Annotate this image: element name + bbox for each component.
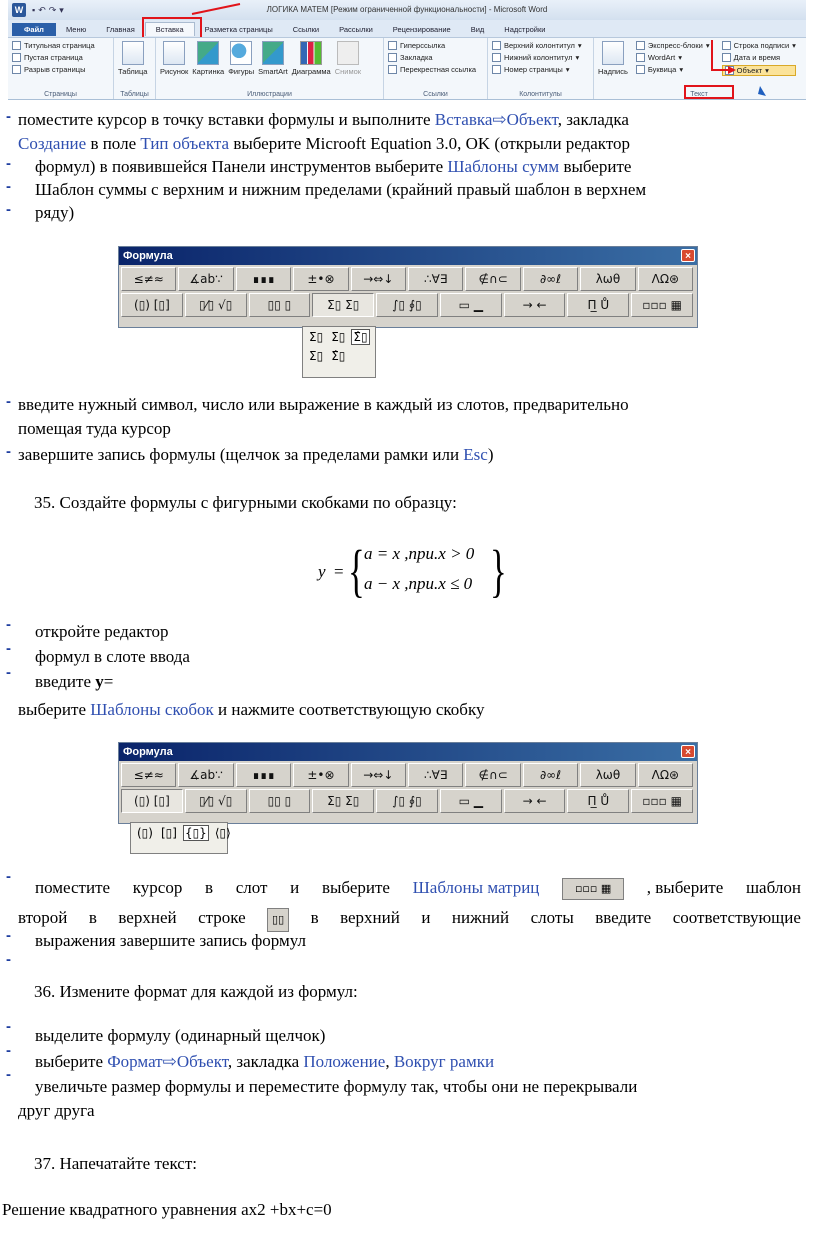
dropcap-label: Буквица — [647, 65, 677, 74]
signature-line-button[interactable]: Строка подписи ▾ — [722, 41, 796, 50]
paragraph-15: выражения завершите запись формул — [35, 931, 307, 950]
p8-text: завершите запись формулы (щелчок за пределами рамки или — [18, 445, 464, 464]
paragraph-11 — [35, 672, 113, 692]
p8-tail: ) — [487, 445, 494, 464]
tab-file[interactable]: Файл — [12, 23, 56, 36]
greek-lower-palette-button[interactable]: λωθ — [580, 763, 635, 787]
date-time-icon — [722, 53, 731, 62]
date-time-button[interactable] — [722, 53, 796, 62]
sum-template[interactable]: Σ▯ — [309, 349, 324, 363]
p17-arrow-icon: ⇨ — [162, 1052, 177, 1071]
heading-36: 36. Измените формат для каждой из формул: — [34, 982, 358, 1001]
screenshot-icon — [337, 41, 359, 65]
toolbar-row-symbols — [119, 265, 697, 291]
sum-template[interactable]: Σ▯ — [331, 330, 346, 344]
sum-template[interactable]: Σ▯ — [309, 330, 324, 344]
bullet-dash-icon: - — [6, 1066, 11, 1083]
bracket-templates-row — [135, 825, 231, 841]
logic-palette-button[interactable]: ∴∀∃ — [408, 267, 463, 291]
paragraph-2 — [18, 134, 630, 154]
p3-sum-templates-link: Шаблоны сумм — [447, 157, 560, 176]
formula-toolbar-title — [119, 743, 697, 761]
page-number-button[interactable]: Номер страницы ▾ — [492, 65, 589, 74]
formula-toolbar-title — [119, 247, 697, 265]
cross-reference-icon — [388, 65, 397, 74]
p13-tail: шаблон — [745, 878, 801, 897]
blank-page-icon — [12, 53, 21, 62]
p12-text: выберите — [18, 700, 91, 719]
p14-word: нижний — [451, 908, 510, 927]
p12-tail: и нажмите соответствующую скобку — [213, 700, 485, 719]
bullet-dash-icon: - — [6, 201, 11, 218]
p2-text: в поле — [86, 134, 141, 153]
signature-line-icon — [722, 41, 731, 50]
p17-around-frame-link: Вокруг рамки — [393, 1052, 495, 1071]
quick-access-toolbar — [32, 5, 64, 16]
relations-palette-button[interactable]: ≤≠≈ — [121, 267, 176, 291]
footer-button[interactable]: Нижний колонтитул ▾ — [492, 53, 589, 62]
wordart-label: WordArt — [647, 53, 676, 62]
arrow-templates-button[interactable]: → ← — [504, 293, 566, 317]
bullet-dash-icon: - — [6, 927, 11, 944]
arrow-templates-button[interactable]: → ← — [504, 789, 566, 813]
formula-toolbar-1 — [118, 246, 698, 328]
picture-label: Рисунок — [160, 67, 189, 76]
shapes-label: Фигуры — [228, 67, 255, 76]
stacked-template-icon: ▯▯ — [267, 908, 289, 932]
square-brackets-template[interactable]: [▯] — [160, 826, 177, 840]
word-ribbon — [8, 0, 806, 100]
operators-palette-button[interactable]: ±•⊗ — [293, 763, 348, 787]
p13-word: в — [205, 878, 214, 897]
clipart-icon — [197, 41, 219, 65]
integral-templates-button[interactable]: ∫▯ ∮▯ — [376, 293, 438, 317]
brackets-templates-button[interactable]: (▯) [▯] — [121, 789, 183, 813]
tab-page-layout[interactable]: Разметка страницы — [204, 25, 273, 34]
p14-word: верхней — [118, 908, 177, 927]
operators-palette-button[interactable]: ±•⊗ — [293, 267, 348, 291]
customize-icon[interactable]: ▾ — [59, 4, 64, 15]
p17-format-link: Формат — [107, 1052, 163, 1071]
relations-palette-button[interactable]: ≤≠≈ — [121, 763, 176, 787]
paragraph-1 — [18, 110, 629, 130]
p8-esc-key: Esc — [463, 445, 488, 464]
p17-text: выберите — [35, 1052, 108, 1071]
object-button[interactable]: Объект ▾ — [722, 65, 796, 76]
insert-tab-highlight — [142, 17, 202, 39]
tab-insert[interactable]: Вставка — [145, 22, 195, 36]
p1-text: поместите курсор в точку вставки формулы и выполните — [18, 110, 435, 129]
bar-templates-button[interactable]: ▭ ▁ — [440, 293, 502, 317]
sum-template[interactable]: Σ̂▯ — [331, 349, 346, 363]
product-templates-button[interactable]: Π̲ Ů — [567, 293, 629, 317]
sum-templates-dropdown — [302, 326, 376, 378]
bookmark-icon — [388, 53, 397, 62]
text-group-label: Текст — [690, 91, 708, 98]
headers-group — [488, 38, 594, 99]
tables-group — [114, 38, 156, 99]
heading-35: 35. Создайте формулы с фигурными скобками по образцу: — [34, 493, 457, 512]
sum-upper-lower-template[interactable]: Σ̂▯ — [353, 330, 368, 344]
paragraph-6: введите нужный символ, число или выражение в каждый из слотов, предварительно — [18, 395, 629, 414]
fraction-templates-button[interactable]: ▯⁄▯ √▯ — [185, 789, 247, 813]
p11-equals: = — [103, 672, 114, 691]
matrix-templates-button[interactable]: ▫▫▫ ▦ — [631, 789, 693, 813]
p14-word: введите — [595, 908, 652, 927]
dropcap-button[interactable]: Буквица ▾ — [636, 65, 710, 74]
brackets-templates-button[interactable]: (▯) [▯] — [121, 293, 183, 317]
paragraph-16: выделите формулу (одинарный щелчок) — [35, 1026, 326, 1045]
cross-reference-button[interactable] — [388, 65, 483, 74]
bookmark-label: Закладка — [400, 53, 433, 62]
p1-insert-link: Вставка — [434, 110, 493, 129]
p3-text: формул) в появившейся Панели инструментов выберите — [35, 157, 448, 176]
links-group — [384, 38, 488, 99]
toolbar-row-templates — [119, 291, 697, 317]
p2-creation-link: Создание — [18, 134, 87, 153]
fraction-templates-button[interactable]: ▯⁄▯ √▯ — [185, 293, 247, 317]
paragraph-5: ряду) — [35, 203, 75, 222]
object-label: Объект — [736, 66, 763, 75]
blank-page-label: Пустая страница — [24, 53, 83, 62]
footer-icon — [492, 53, 501, 62]
bookmark-button[interactable] — [388, 53, 483, 62]
logic-palette-button[interactable]: ∴∀∃ — [408, 763, 463, 787]
chart-button[interactable] — [292, 41, 331, 76]
close-icon[interactable]: × — [681, 249, 695, 262]
page-break-icon — [12, 65, 21, 74]
paragraph-14 — [18, 908, 801, 932]
formula-title-text: Формула — [123, 250, 173, 262]
p12-bracket-templates-link: Шаблоны скобок — [90, 700, 214, 719]
header-button[interactable]: Верхний колонтитул ▾ — [492, 41, 589, 50]
formula-title-text: Формула — [123, 746, 173, 758]
p13-word: курсор — [132, 878, 183, 897]
quick-parts-label: Экспресс-блоки — [647, 41, 703, 50]
page-number-label: Номер страницы — [504, 65, 563, 74]
toolbar-row-symbols — [119, 761, 697, 787]
sum-templates-button[interactable]: Σ▯ Σ▯ — [312, 789, 374, 813]
textbox-label: Надпись — [598, 67, 628, 76]
toolbar-row-templates — [119, 787, 697, 813]
p14-word: соответствующие — [672, 908, 801, 927]
pages-group — [8, 38, 114, 99]
tab-home[interactable]: Главная — [106, 25, 135, 34]
spaces-palette-button[interactable]: ∡ab∵ — [178, 763, 233, 787]
p14-word: слоты — [530, 908, 574, 927]
headers-group-label: Колонтитулы — [519, 91, 562, 98]
paragraph-8 — [18, 445, 494, 465]
bar-templates-button[interactable]: ▭ ▁ — [440, 789, 502, 813]
quick-parts-icon — [636, 41, 645, 50]
cover-page-button[interactable] — [12, 41, 109, 50]
screenshot-label: Снимок — [334, 67, 362, 76]
integral-templates-button[interactable]: ∫▯ ∮▯ — [376, 789, 438, 813]
tab-review[interactable]: Рецензирование — [392, 25, 451, 34]
chart-label: Диаграмма — [291, 67, 331, 76]
p2-object-type-link: Тип объекта — [140, 134, 230, 153]
save-icon[interactable]: ▪ — [32, 4, 36, 15]
bullet-dash-icon: - — [6, 868, 11, 885]
formula-case-1: a = x ,при.x > 0 — [364, 544, 475, 563]
wordart-button[interactable]: WordArt ▾ — [636, 53, 710, 62]
word-app-icon[interactable]: W — [12, 3, 26, 17]
hyperlink-button[interactable] — [388, 41, 483, 50]
textbox-icon — [602, 41, 624, 65]
p1-arrow-icon: ⇨ — [492, 110, 507, 129]
p14-word: строке — [198, 908, 246, 927]
formula-toolbar-2 — [118, 742, 698, 824]
bullet-dash-icon: - — [6, 664, 11, 681]
product-templates-button[interactable]: Π̲ Ů — [567, 789, 629, 813]
text-group-highlight — [684, 85, 734, 99]
p14-word: в — [310, 908, 319, 927]
brace-formula — [318, 538, 507, 604]
paragraph-19: друг друга — [18, 1101, 95, 1120]
tab-mailings[interactable]: Рассылки — [339, 25, 373, 34]
formula-lhs: y — [318, 562, 326, 581]
paragraph-9: откройте редактор — [35, 622, 169, 641]
left-brace-icon: { — [348, 538, 365, 603]
bullet-dash-icon: - — [6, 393, 11, 410]
redo-icon[interactable]: ↷ — [48, 4, 57, 15]
misc-palette-button[interactable]: ∂∞ℓ — [523, 267, 578, 291]
illustrations-group — [156, 38, 384, 99]
tables-group-label: Таблицы — [120, 91, 149, 98]
p13-word: слот — [235, 878, 268, 897]
p17-text-2: , закладка — [227, 1052, 304, 1071]
heading-37: 37. Напечатайте текст: — [34, 1154, 197, 1173]
subscript-templates-button[interactable]: ▯▯ ▯ — [249, 293, 311, 317]
arrows-palette-button[interactable]: →⇔↓ — [351, 763, 406, 787]
greek-lower-palette-button[interactable]: λωθ — [580, 267, 635, 291]
sets-palette-button[interactable]: ∉∩⊂ — [465, 763, 520, 787]
clipart-label: Картинка — [192, 67, 225, 76]
p1-tail: , закладка — [557, 110, 629, 129]
misc-palette-button[interactable]: ∂∞ℓ — [523, 763, 578, 787]
embellishments-palette-button[interactable]: ∎∎∎ — [236, 267, 291, 291]
blank-page-button[interactable] — [12, 53, 109, 62]
bullet-dash-icon: - — [6, 1042, 11, 1059]
header-label: Верхний колонтитул — [504, 41, 575, 50]
quick-parts-button[interactable]: Экспресс-блоки ▾ — [636, 41, 710, 50]
parentheses-template[interactable]: (▯) — [137, 826, 153, 840]
cover-page-label: Титульная страница — [24, 41, 95, 50]
p13-tail: , выберите — [646, 878, 724, 897]
p17-comma: , — [385, 1052, 394, 1071]
p14-word: в — [88, 908, 97, 927]
paragraph-12 — [18, 700, 484, 720]
p11-text: введите — [35, 672, 96, 691]
spaces-palette-button[interactable]: ∡ab∵ — [178, 267, 233, 291]
paragraph-20: Решение квадратного уравнения ax2 +bx+c=0 — [2, 1200, 332, 1219]
right-brace-icon: } — [490, 538, 507, 603]
p13-matrix-templates-link: Шаблоны матриц — [412, 878, 540, 897]
p1-object-link: Объект — [506, 110, 558, 129]
tab-references[interactable]: Ссылки — [292, 25, 320, 34]
tab-menu[interactable]: Меню — [65, 25, 87, 34]
bullet-dash-icon: - — [6, 951, 11, 968]
signature-line-label: Строка подписи — [733, 41, 790, 50]
p14-word: второй — [18, 908, 68, 927]
cover-page-icon — [12, 41, 21, 50]
paragraph-13 — [35, 878, 801, 900]
p13-word: выберите — [321, 878, 390, 897]
hyperlink-label: Гиперссылка — [400, 41, 446, 50]
paragraph-3 — [35, 157, 631, 177]
formula-case-2: a − x ,при.x ≤ 0 — [364, 574, 473, 593]
dropcap-icon — [636, 65, 645, 74]
bullet-dash-icon: - — [6, 616, 11, 633]
matrix-templates-button[interactable]: ▫▫▫ ▦ — [631, 293, 693, 317]
matrix-templates-icon: ▫▫▫ ▦ — [562, 878, 624, 900]
pages-group-label: Страницы — [44, 91, 77, 98]
formula-equals: = — [334, 562, 344, 581]
p14-word: верхний — [340, 908, 400, 927]
greek-upper-palette-button[interactable]: ΛΩ⊛ — [638, 763, 693, 787]
bracket-templates-dropdown — [130, 822, 231, 854]
greek-upper-palette-button[interactable]: ΛΩ⊛ — [638, 267, 693, 291]
screenshot-button[interactable] — [335, 41, 361, 76]
paragraph-7: помещая туда курсор — [18, 419, 171, 438]
shapes-icon — [230, 41, 252, 65]
sets-palette-button[interactable]: ∉∩⊂ — [465, 267, 520, 291]
paragraph-17 — [35, 1052, 494, 1072]
picture-button[interactable] — [160, 41, 188, 76]
p13-word: и — [290, 878, 300, 897]
date-time-label: Дата и время — [733, 53, 781, 62]
p11-variable: y — [95, 672, 104, 691]
paragraph-4: Шаблон суммы с верхним и нижним пределами (крайний правый шаблон в верхнем — [35, 180, 647, 199]
smartart-icon — [262, 41, 284, 65]
close-icon[interactable]: × — [681, 745, 695, 758]
bullet-dash-icon: - — [6, 1018, 11, 1035]
hyperlink-icon — [388, 41, 397, 50]
table-label: Таблица — [118, 67, 148, 76]
p3-tail: выберите — [559, 157, 632, 176]
p14-word: и — [421, 908, 431, 927]
angle-brackets-template[interactable]: ⟨▯⟩ — [214, 826, 231, 840]
p2-tail: выберите Microoft Equation 3.0, OK (открыли редактор — [229, 134, 631, 153]
sum-templates-row-1 — [307, 329, 371, 345]
subscript-templates-button[interactable]: ▯▯ ▯ — [249, 789, 311, 813]
chart-icon — [300, 41, 322, 65]
illustrations-group-label: Иллюстрации — [247, 91, 292, 98]
embellishments-palette-button[interactable]: ∎∎∎ — [236, 763, 291, 787]
page-break-button[interactable] — [12, 65, 109, 74]
p17-object-link: Объект — [176, 1052, 228, 1071]
bullet-dash-icon: - — [6, 155, 11, 172]
tab-addins[interactable]: Надстройки — [504, 25, 546, 34]
wordart-icon — [636, 53, 645, 62]
bullet-dash-icon: - — [6, 640, 11, 657]
window-title: ЛОГИКА МАТЕМ [Режим ограниченной функциональности] - Microsoft Word — [266, 5, 548, 14]
undo-icon[interactable]: ↶ — [38, 4, 46, 15]
ribbon-tabs — [8, 20, 806, 36]
curly-braces-template[interactable]: {▯} — [184, 826, 207, 840]
bullet-dash-icon: - — [6, 443, 11, 460]
tab-view[interactable]: Вид — [470, 25, 485, 34]
bullet-dash-icon: - — [6, 178, 11, 195]
p17-position-link: Положение — [303, 1052, 386, 1071]
smartart-button[interactable] — [258, 41, 288, 76]
clipart-button[interactable] — [192, 41, 224, 76]
links-group-label: Ссылки — [423, 91, 448, 98]
sum-templates-row-2 — [307, 348, 371, 364]
page-break-label: Разрыв страницы — [24, 65, 86, 74]
shapes-button[interactable] — [228, 41, 254, 76]
picture-icon — [163, 41, 185, 65]
p13-word: поместите — [35, 878, 111, 897]
table-icon — [122, 41, 144, 65]
header-icon — [492, 41, 501, 50]
arrows-palette-button[interactable]: →⇔↓ — [351, 267, 406, 291]
table-button[interactable] — [118, 41, 147, 76]
cross-reference-label: Перекрестная ссылка — [400, 65, 477, 74]
paragraph-10: формул в слоте ввода — [35, 647, 190, 666]
sum-templates-button[interactable]: Σ▯ Σ▯ — [312, 293, 374, 317]
bullet-dash-icon: - — [6, 108, 11, 125]
smartart-label: SmartArt — [258, 67, 288, 76]
object-icon — [725, 66, 734, 75]
page-number-icon — [492, 65, 501, 74]
textbox-button[interactable] — [598, 41, 628, 79]
footer-label: Нижний колонтитул — [504, 53, 573, 62]
title-bar — [8, 0, 806, 20]
paragraph-18: увеличьте размер формулы и переместите формулу так, чтобы они не перекрывали — [35, 1077, 638, 1096]
